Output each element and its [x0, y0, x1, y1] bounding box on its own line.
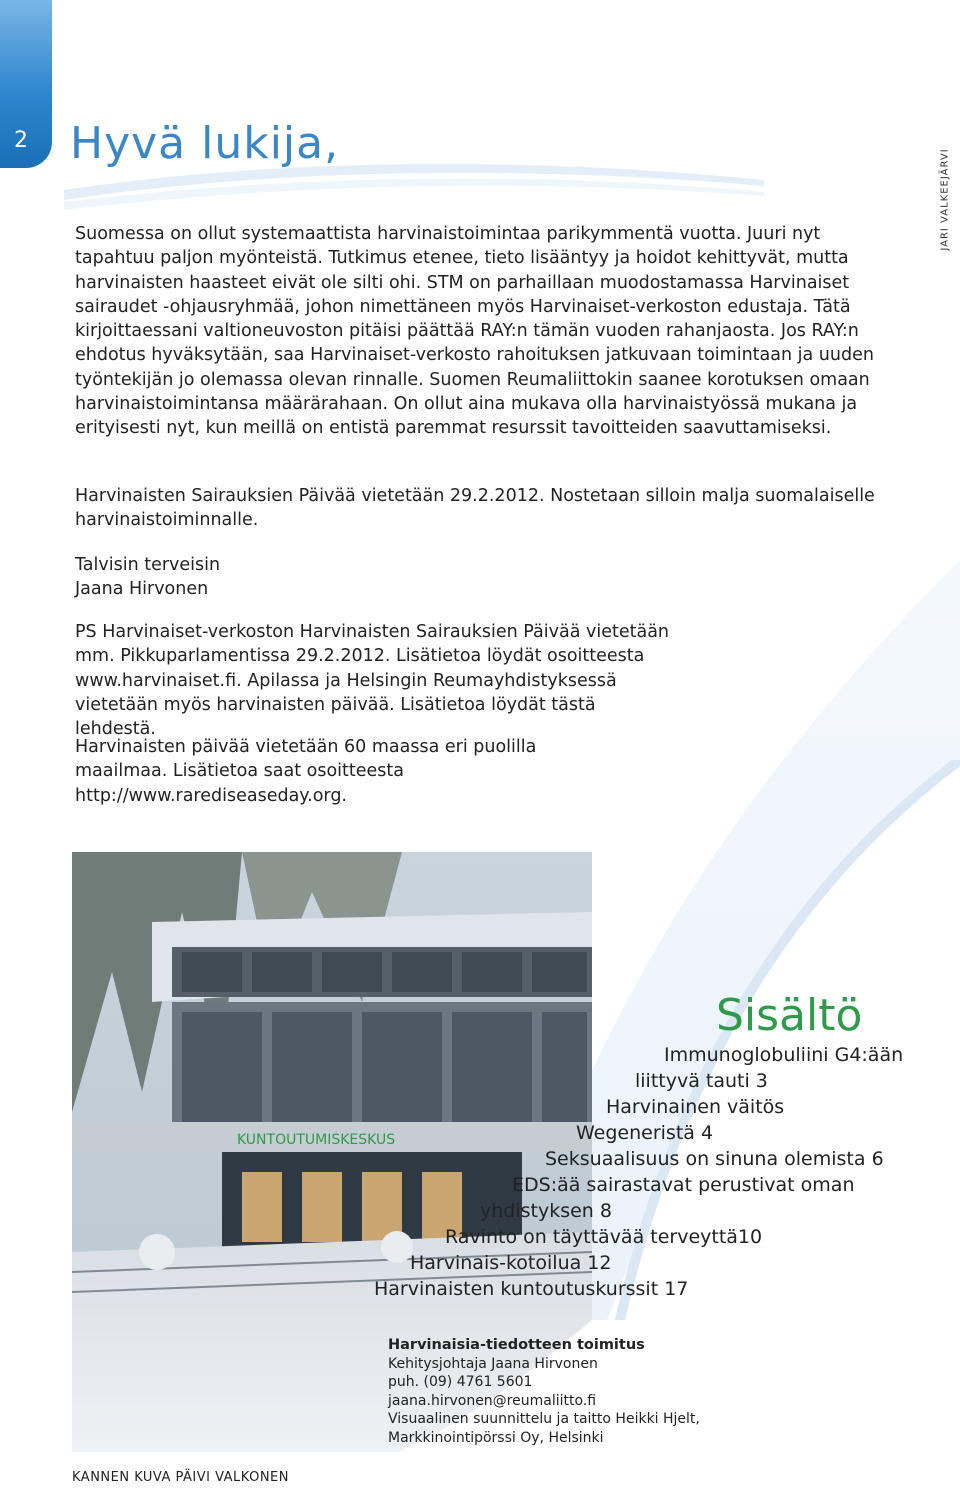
- toc-line: Wegeneristä 4: [576, 1122, 714, 1144]
- toc-title: Sisältö: [716, 990, 863, 1041]
- day-paragraph: Harvinaisten Sairauksien Päivää vietetään 29.2.2012. Nostetaan silloin malja suomalaiselle harvinaistoiminnalle.: [75, 486, 875, 531]
- toc-line: Ravinto on täyttävää terveyttä10: [445, 1226, 763, 1248]
- page-tab: [0, 0, 52, 168]
- intro-paragraph: Suomessa on ollut systemaattista harvinaistoimintaa parikymmentä vuotta. Juuri nyt tapahtuu paljon myönteistä. Tutkimus etenee, tieto lisääntyy ja hoidot kehittyvät, mutta harvinaisten haasteet eivät ole silti ohi. STM on parhaillaan muodostamassa Harvinaiset sairaudet -ohjausryhmää, johon nimettäneen myös Harvinaiset-verkoston edustaja. Tätä kirjoittaessani valtioneuvoston pitäisi päättää RAY:n tämän vuoden rahanjaosta. Jos RAY:n ehdotus hyväksytään, saa Harvinaiset-verkosto rahoituksen jatkuvaan toimintaan ja uuden työntekijän jo olemassa olevan rinnalle. Suomen Reumaliittokin saanee korotuksen omaan harvinaistoimintansa määrärahaan. On ollut aina mukava olla harvinaistyössä mukana ja erityisesti nyt, kun meillä on entistä paremmat resurssit tavoitteiden saavuttamiseksi.: [75, 224, 874, 439]
- greeting: Talvisin terveisin: [75, 555, 221, 575]
- photo-credit: [936, 150, 956, 260]
- toc-line: Harvinaisten kuntoutuskurssit 17: [374, 1278, 689, 1300]
- building-sign: KUNTOUTUMISKESKUS: [237, 1132, 396, 1148]
- cover-photo-credit: KANNEN KUVA PÄIVI VALKONEN: [72, 1470, 289, 1485]
- table-of-contents: [0, 1044, 960, 1314]
- toc-line: Harvinainen väitös: [606, 1096, 785, 1118]
- imprint-line: Visuaalinen suunnittelu ja taitto Heikki Hjelt,: [388, 1411, 700, 1427]
- world-paragraph: Harvinaisten päivää vietetään 60 maassa eri puolilla maailmaa. Lisätietoa saat osoitteesta http://www.rarediseaseday.org.: [75, 737, 537, 806]
- imprint-line: Kehitysjohtaja Jaana Hirvonen: [388, 1355, 598, 1372]
- toc-line: liittyvä tauti 3: [635, 1070, 768, 1092]
- toc-line: yhdistyksen 8: [480, 1200, 612, 1222]
- toc-line: EDS:ää sairastavat perustivat oman: [512, 1174, 855, 1196]
- toc-line: Seksuaalisuus on sinuna olemista 6: [545, 1148, 884, 1170]
- page-title: Hyvä lukija,: [70, 118, 340, 169]
- imprint-line: puh. (09) 4761 5601: [388, 1374, 533, 1390]
- imprint-title: Harvinaisia-tiedotteen toimitus: [388, 1337, 645, 1353]
- toc-line: Immunoglobuliini G4:ään: [664, 1044, 904, 1066]
- photo-credit-text: JARI VALKEEJÄRVI: [939, 148, 951, 251]
- page-number: 2: [14, 128, 28, 153]
- toc-line: Harvinais-kotoilua 12: [410, 1252, 612, 1274]
- imprint-line: jaana.hirvonen@reumaliitto.fi: [388, 1392, 597, 1409]
- imprint-line: Markkinointipörssi Oy, Helsinki: [388, 1429, 604, 1446]
- ps-paragraph: PS Harvinaiset-verkoston Harvinaisten Sairauksien Päivää vietetään mm. Pikkuparlamentissa 29.2.2012. Lisätietoa löydät osoitteesta www.harvinaiset.fi. Apilassa ja Helsingin Reumayhdistyksessä vietetään myös harvinaisten päivää. Lisätietoa löydät tästä lehdestä.: [75, 622, 670, 740]
- signoff: [75, 553, 895, 602]
- signature: Jaana Hirvonen: [75, 579, 209, 600]
- imprint: [388, 1336, 700, 1447]
